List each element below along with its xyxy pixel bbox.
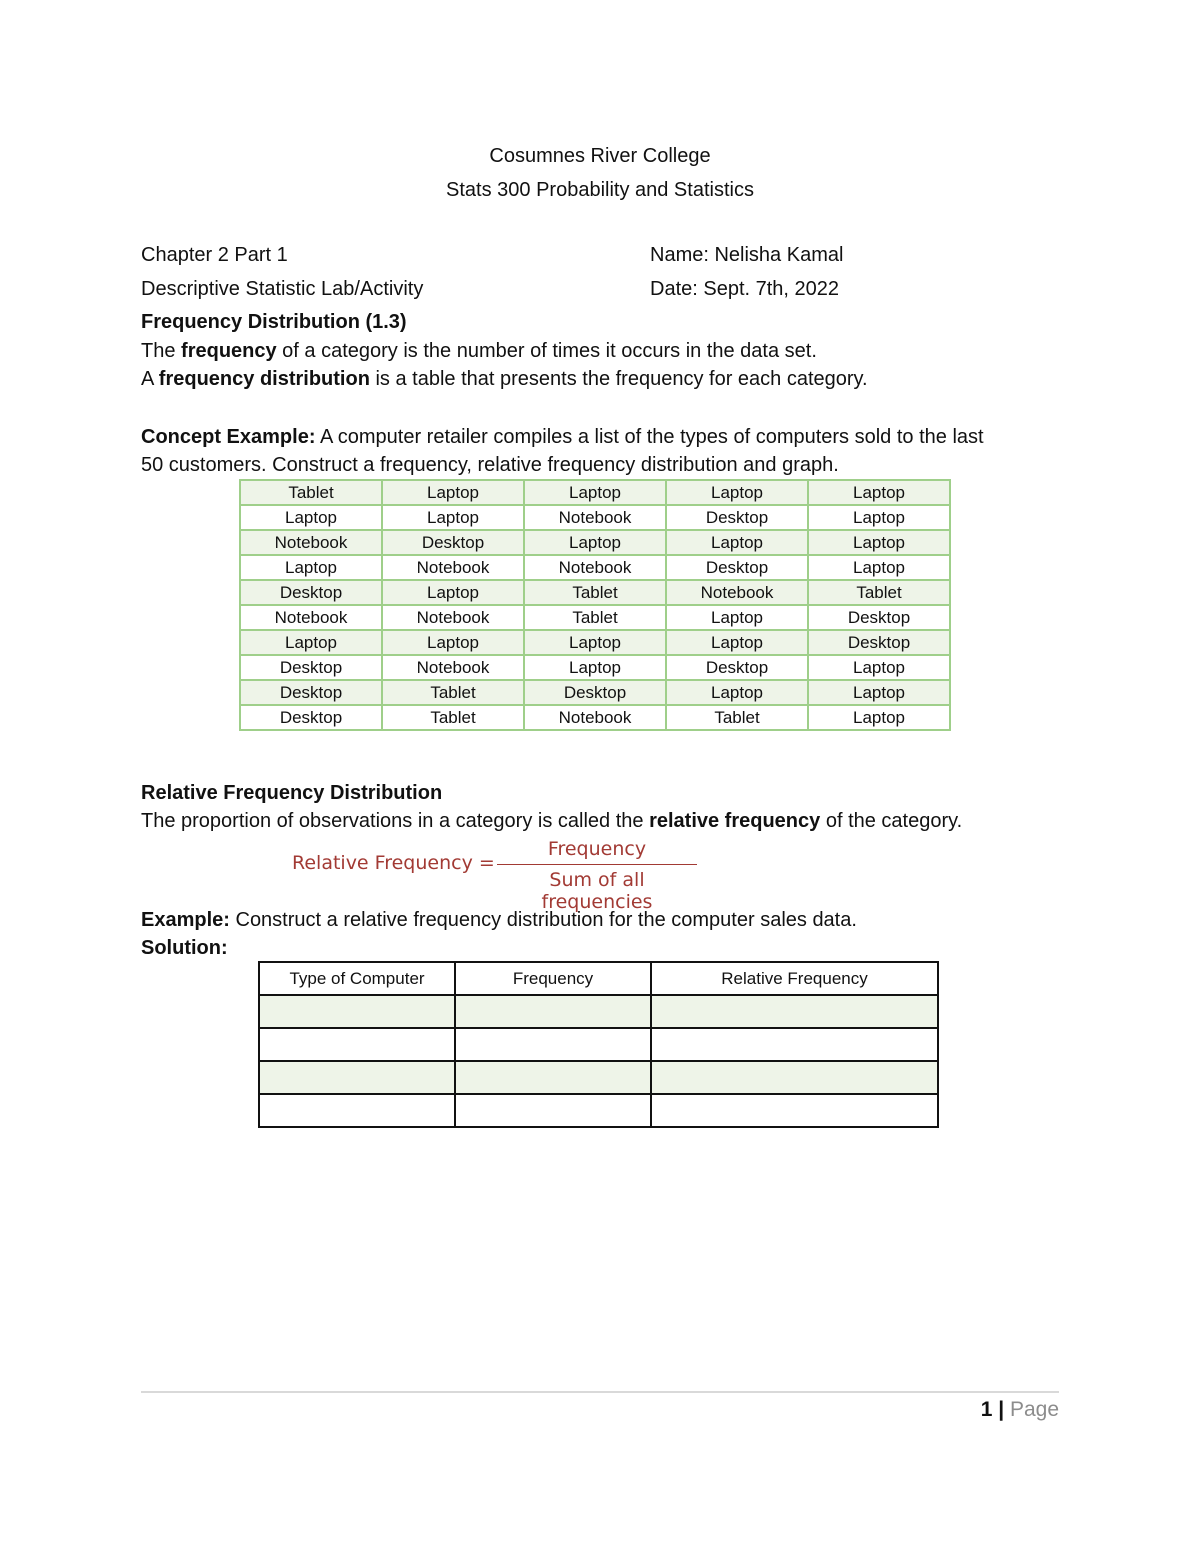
formula-lhs: Relative Frequency = [292, 852, 495, 874]
table-cell: Desktop [240, 655, 382, 680]
empty-answer-cell [259, 1028, 455, 1061]
table-cell: Tablet [382, 680, 524, 705]
frequency-definition [141, 337, 817, 365]
table-row [240, 630, 950, 655]
table-cell: Desktop [240, 680, 382, 705]
bold-term: relative frequency [649, 810, 821, 832]
header-type-of-computer: Type of Computer [259, 962, 455, 995]
concept-example-line1 [141, 423, 984, 451]
table-cell: Laptop [240, 555, 382, 580]
table-row [240, 680, 950, 705]
empty-answer-cell [455, 1061, 651, 1094]
text-segment: The proportion of observations in a category is called the [141, 810, 650, 832]
table-cell: Desktop [666, 505, 808, 530]
formula-denominator: Sum of all frequencies [541, 869, 653, 913]
page-separator: | [992, 1398, 1010, 1421]
name-label: Name: [650, 244, 709, 266]
date-field [650, 275, 839, 303]
table-cell: Laptop [240, 505, 382, 530]
course-title: Stats 300 Probability and Statistics [446, 179, 754, 201]
table-cell: Desktop [666, 655, 808, 680]
table-cell: Desktop [808, 605, 950, 630]
table-cell: Laptop [808, 680, 950, 705]
table-cell: Desktop [240, 580, 382, 605]
text-segment: The [141, 340, 182, 362]
text-segment: A computer retailer compiles a list of the types of computers sold to the last [315, 426, 984, 448]
table-row [240, 705, 950, 730]
table-cell: Notebook [382, 655, 524, 680]
text-segment: A [141, 368, 159, 390]
table-cell: Notebook [240, 605, 382, 630]
table-cell: Desktop [382, 530, 524, 555]
table-row [259, 995, 938, 1028]
table-cell: Laptop [808, 530, 950, 555]
table-cell: Tablet [524, 580, 666, 605]
table-row [240, 505, 950, 530]
table-row [240, 655, 950, 680]
page-number: 1 [980, 1398, 993, 1421]
table-cell: Tablet [240, 480, 382, 505]
header-frequency: Frequency [455, 962, 651, 995]
table-cell: Laptop [240, 630, 382, 655]
table-row [240, 580, 950, 605]
empty-answer-cell [259, 1061, 455, 1094]
section-heading-frequency: Frequency Distribution (1.3) [141, 311, 407, 333]
example-line [141, 906, 857, 934]
table-cell: Desktop [808, 630, 950, 655]
table-cell: Desktop [240, 705, 382, 730]
page-label: Page [1009, 1398, 1059, 1421]
table-cell: Notebook [666, 580, 808, 605]
table-cell: Laptop [808, 505, 950, 530]
table-cell: Laptop [382, 630, 524, 655]
relative-frequency-definition [141, 807, 962, 835]
name-field [650, 241, 843, 269]
header-relative-frequency: Relative Frequency [651, 962, 938, 995]
table-cell: Tablet [666, 705, 808, 730]
empty-answer-cell [259, 995, 455, 1028]
table-cell: Laptop [666, 480, 808, 505]
table-cell: Laptop [666, 605, 808, 630]
table-cell: Notebook [524, 555, 666, 580]
table-row [259, 1061, 938, 1094]
formula-numerator: Frequency [547, 838, 647, 860]
text-segment: is a table that presents the frequency for each category. [369, 368, 868, 390]
table-row [240, 555, 950, 580]
table-row [259, 1094, 938, 1127]
table-cell: Laptop [524, 655, 666, 680]
empty-answer-cell [455, 1094, 651, 1127]
table-row [240, 605, 950, 630]
relative-frequency-formula [292, 838, 712, 913]
table-cell: Tablet [808, 580, 950, 605]
bold-term: frequency distribution [158, 368, 370, 390]
empty-answer-cell [455, 1028, 651, 1061]
table-row [240, 530, 950, 555]
table-cell: Laptop [382, 580, 524, 605]
table-cell: Laptop [808, 705, 950, 730]
table-cell: Laptop [808, 655, 950, 680]
page-footer [981, 1398, 1059, 1422]
table-cell: Tablet [382, 705, 524, 730]
table-cell: Laptop [382, 505, 524, 530]
text-segment: Construct a relative frequency distribution for the computer sales data. [229, 909, 857, 931]
distribution-definition [141, 365, 868, 393]
table-cell: Laptop [808, 480, 950, 505]
example-label: Example: [141, 909, 230, 931]
table-cell: Laptop [666, 680, 808, 705]
table-cell: Notebook [240, 530, 382, 555]
empty-answer-cell [651, 1094, 938, 1127]
table-cell: Notebook [382, 605, 524, 630]
table-cell: Laptop [524, 630, 666, 655]
table-cell: Laptop [382, 480, 524, 505]
bold-term: frequency [181, 340, 277, 362]
table-header-row [259, 962, 938, 995]
footer-divider [141, 1391, 1059, 1393]
table-cell: Notebook [382, 555, 524, 580]
chapter-label: Chapter 2 Part 1 [141, 244, 288, 266]
table-cell: Laptop [808, 555, 950, 580]
relative-frequency-table [258, 961, 939, 1128]
empty-answer-cell [259, 1094, 455, 1127]
table-cell: Notebook [524, 705, 666, 730]
concept-example-line2: 50 customers. Construct a frequency, relative frequency distribution and graph. [141, 454, 839, 476]
section-heading-relative-frequency: Relative Frequency Distribution [141, 782, 443, 804]
name-value: Nelisha Kamal [714, 244, 844, 266]
solution-label: Solution: [141, 937, 228, 959]
table-cell: Laptop [666, 630, 808, 655]
table-cell: Tablet [524, 605, 666, 630]
table-row [259, 1028, 938, 1061]
activity-label: Descriptive Statistic Lab/Activity [141, 278, 424, 300]
date-value: Sept. 7th, 2022 [703, 278, 840, 300]
table-cell: Desktop [666, 555, 808, 580]
table-cell: Desktop [524, 680, 666, 705]
text-segment: of the category. [820, 810, 963, 832]
table-cell: Laptop [524, 530, 666, 555]
table-cell: Laptop [524, 480, 666, 505]
date-label: Date: [650, 278, 698, 300]
empty-answer-cell [455, 995, 651, 1028]
concept-label: Concept Example: [141, 426, 316, 448]
fraction-bar [497, 864, 697, 865]
empty-answer-cell [651, 995, 938, 1028]
computer-sales-data-table [239, 479, 951, 731]
college-title: Cosumnes River College [489, 145, 711, 167]
table-row [240, 480, 950, 505]
text-segment: of a category is the number of times it occurs in the data set. [276, 340, 817, 362]
empty-answer-cell [651, 1028, 938, 1061]
empty-answer-cell [651, 1061, 938, 1094]
table-cell: Notebook [524, 505, 666, 530]
table-cell: Laptop [666, 530, 808, 555]
